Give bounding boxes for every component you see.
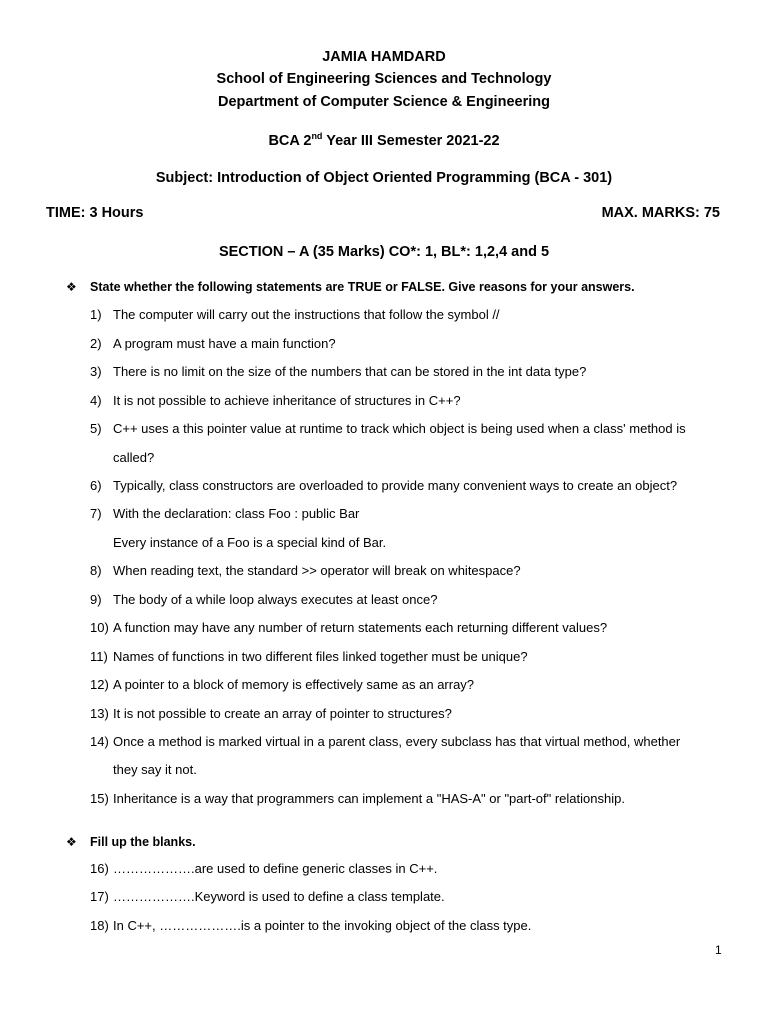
question-item: [90, 918, 531, 934]
question-text: Names of functions in two different files linked together must be unique?: [113, 649, 528, 664]
question-text: A function may have any number of return statements each returning different values?: [113, 620, 608, 635]
question-item: [90, 506, 359, 522]
question-item: [90, 706, 452, 722]
question-item: [90, 478, 677, 494]
exam-time: TIME: 3 Hours: [46, 205, 144, 221]
question-text: A program must have a main function?: [113, 336, 336, 351]
question-continuation: called?: [113, 450, 155, 465]
instruction-text: State whether the following statements are TRUE or FALSE. Give reasons for your answers.: [90, 280, 635, 294]
question-number: 6): [90, 478, 102, 493]
question-text: Once a method is marked virtual in a parent class, every subclass has that virtual method, whether: [113, 734, 681, 749]
question-number: 13): [90, 706, 109, 721]
question-text: With the declaration: class Foo : public Bar: [113, 506, 360, 521]
true-false-instruction: [66, 280, 635, 294]
page-number: 1: [715, 943, 722, 957]
question-text: The body of a while loop always executes at least once?: [113, 592, 438, 607]
question-item: [90, 677, 474, 693]
question-item: [90, 563, 521, 579]
question-number: 18): [90, 918, 109, 933]
question-text: In C++, ……………….is a pointer to the invoking object of the class type.: [113, 918, 532, 933]
question-item: [90, 649, 528, 665]
question-number: 8): [90, 563, 102, 578]
question-item: [90, 889, 445, 905]
question-text: Typically, class constructors are overloaded to provide many convenient ways to create an object?: [113, 478, 678, 493]
question-item: [90, 620, 607, 636]
question-number: 1): [90, 307, 102, 322]
question-number: 15): [90, 791, 109, 806]
question-number: 16): [90, 861, 109, 876]
question-item: [90, 336, 336, 352]
question-item: [90, 421, 686, 437]
institution-name: JAMIA HAMDARD: [322, 49, 446, 65]
course-superscript: nd: [311, 131, 323, 141]
subject-title: Subject: Introduction of Object Oriented Programming (BCA - 301): [155, 170, 613, 186]
max-marks: MAX. MARKS: 75: [601, 205, 720, 221]
question-number: 12): [90, 677, 109, 692]
question-item: [90, 791, 625, 807]
question-number: 10): [90, 620, 109, 635]
question-text: It is not possible to achieve inheritance of structures in C++?: [113, 393, 461, 408]
question-number: 2): [90, 336, 102, 351]
question-item: [90, 734, 680, 750]
question-number: 7): [90, 506, 102, 521]
question-continuation: they say it not.: [113, 762, 197, 777]
question-item: [90, 861, 437, 877]
question-item: [90, 364, 586, 380]
question-text: When reading text, the standard >> operator will break on whitespace?: [113, 563, 521, 578]
course-prefix: BCA 2: [268, 132, 312, 149]
fill-blanks-instruction: [66, 835, 196, 849]
diamond-bullet-icon: ❖: [66, 280, 77, 294]
section-heading: SECTION – A (35 Marks) CO*: 1, BL*: 1,2,4 and 5: [218, 244, 550, 260]
question-item: [90, 307, 500, 323]
department-name: Department of Computer Science & Engineering: [218, 94, 550, 110]
question-text: The computer will carry out the instructions that follow the symbol //: [113, 307, 500, 322]
question-number: 9): [90, 592, 102, 607]
diamond-bullet-icon: ❖: [66, 835, 77, 849]
question-text: There is no limit on the size of the numbers that can be stored in the int data type?: [113, 364, 587, 379]
question-number: 11): [90, 649, 108, 664]
question-number: 3): [90, 364, 102, 379]
school-name: School of Engineering Sciences and Technology: [216, 71, 552, 87]
question-continuation: Every instance of a Foo is a special kind of Bar.: [113, 535, 387, 550]
question-number: 5): [90, 421, 102, 436]
question-text: C++ uses a this pointer value at runtime to track which object is being used when a class' method is: [113, 421, 686, 436]
question-text: ……………….Keyword is used to define a class template.: [113, 889, 445, 904]
question-number: 4): [90, 393, 102, 408]
question-text: ……………….are used to define generic classes in C++.: [113, 861, 438, 876]
question-number: 14): [90, 734, 109, 749]
question-item: [90, 393, 461, 409]
instruction-text: Fill up the blanks.: [90, 835, 196, 849]
question-text: It is not possible to create an array of pointer to structures?: [113, 706, 452, 721]
question-text: Inheritance is a way that programmers can implement a "HAS-A" or "part-of" relationship.: [113, 791, 625, 806]
question-item: [90, 592, 437, 608]
question-text: A pointer to a block of memory is effectively same as an array?: [113, 677, 475, 692]
question-number: 17): [90, 889, 109, 904]
course-suffix: Year III Semester 2021-22: [322, 132, 500, 149]
course-line: [0, 131, 768, 149]
